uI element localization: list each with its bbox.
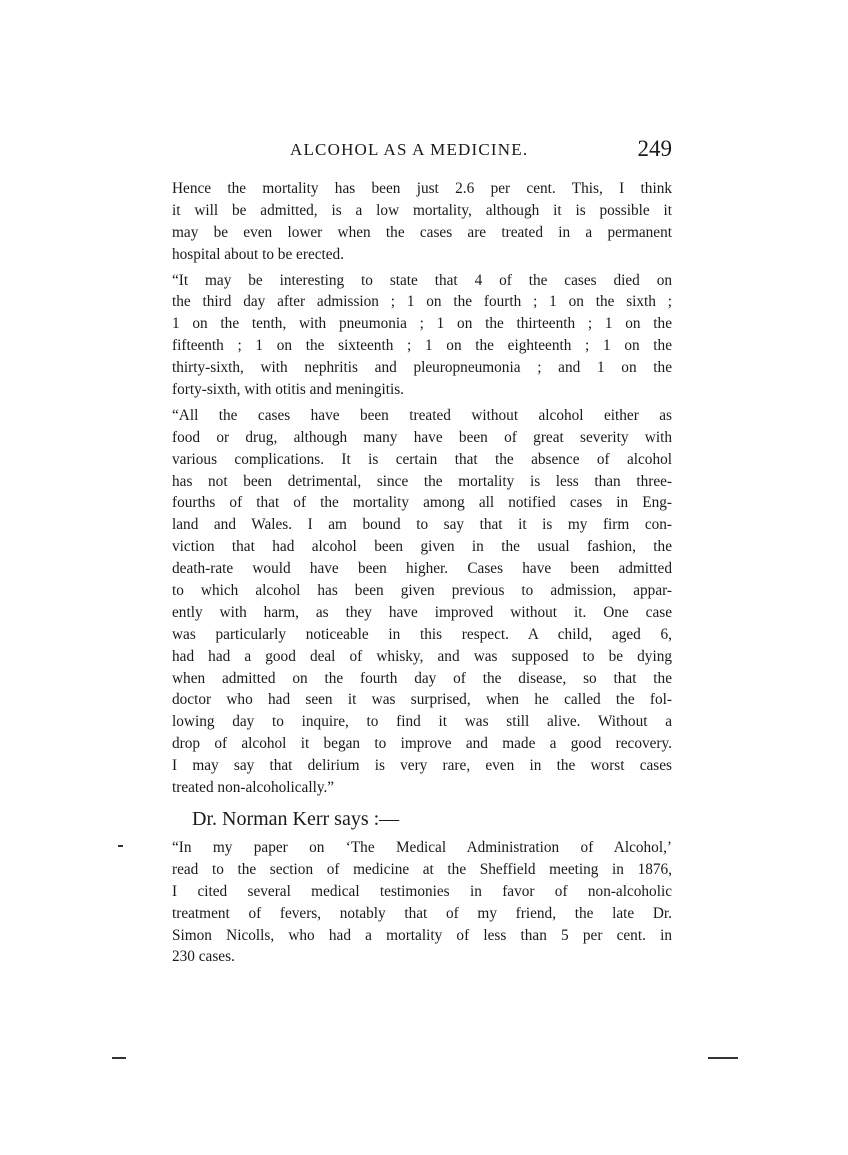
text-line: it will be admitted, is a low mortality, although it is possible it <box>172 201 672 219</box>
text-line: ently with harm, as they have improved without it. One case <box>172 603 672 621</box>
text-line: food or drug, although many have been of great severity with <box>172 428 672 446</box>
text-line: lowing day to inquire, to find it was still alive. Without a <box>172 713 672 731</box>
text-line: has not been detrimental, since the mortality is less than three- <box>172 472 672 490</box>
text-line: I may say that delirium is very rare, even in the worst cases <box>172 757 672 775</box>
text-line: the third day after admission ; 1 on the fourth ; 1 on the sixth ; <box>172 293 672 311</box>
text-line: fourths of that of the mortality among all notified cases in Eng- <box>172 494 672 512</box>
paragraph-deaths <box>172 270 672 401</box>
paragraph-mortality <box>172 178 672 266</box>
text-line: read to the section of medicine at the Sheffield meeting in 1876, <box>172 860 672 878</box>
text-line: treated non-alcoholically.” <box>172 779 335 797</box>
text-line: I cited several medical testimonies in favor of non-alcoholic <box>172 882 672 900</box>
text-line: when admitted on the fourth day of the disease, so that the <box>172 669 672 687</box>
text-line: drop of alcohol it began to improve and made a good recovery. <box>172 735 672 753</box>
section-heading: Dr. Norman Kerr says :— <box>192 807 400 830</box>
text-line: hospital about to be erected. <box>172 245 345 263</box>
page-number: 249 <box>637 136 672 161</box>
margin-mark <box>118 845 123 847</box>
text-line: various complications. It is certain that the absence of alcohol <box>172 450 672 468</box>
body-text <box>172 178 672 972</box>
text-line: thirty-sixth, with nephritis and pleuropneumonia ; and 1 on the <box>172 359 672 377</box>
text-line: treatment of fevers, notably that of my friend, the late Dr. <box>172 904 672 922</box>
text-line: to which alcohol has been given previous to admission, appar- <box>172 582 672 600</box>
margin-mark <box>708 1057 738 1059</box>
text-line: land and Wales. I am bound to say that it is my firm con- <box>172 516 672 534</box>
running-head <box>172 138 672 168</box>
text-line: “It may be interesting to state that 4 of the cases died on <box>172 271 672 289</box>
text-line: had had a good deal of whisky, and was supposed to be dying <box>172 647 672 665</box>
paragraph-kerr-quote <box>172 837 672 968</box>
text-line: forty-sixth, with otitis and meningitis. <box>172 381 404 399</box>
text-line: may be even lower when the cases are treated in a permanent <box>172 223 672 241</box>
text-line: viction that had alcohol been given in the usual fashion, the <box>172 538 672 556</box>
text-line: fifteenth ; 1 on the sixteenth ; 1 on the eighteenth ; 1 on the <box>172 337 672 355</box>
running-title: ALCOHOL AS A MEDICINE. <box>290 140 529 159</box>
text-line: doctor who had seen it was surprised, when he called the fol- <box>172 691 672 709</box>
text-line: death-rate would have been higher. Cases have been admitted <box>172 560 672 578</box>
margin-mark <box>112 1057 126 1059</box>
text-line: 230 cases. <box>172 948 235 966</box>
text-line: “All the cases have been treated without alcohol either as <box>172 406 672 424</box>
text-line: Simon Nicolls, who had a mortality of less than 5 per cent. in <box>172 926 672 944</box>
text-line: 1 on the tenth, with pneumonia ; 1 on the thirteenth ; 1 on the <box>172 315 672 333</box>
paragraph-without-alcohol <box>172 405 672 799</box>
text-line: “In my paper on ‘The Medical Administration of Alcohol,’ <box>172 838 672 856</box>
text-line: Hence the mortality has been just 2.6 per cent. This, I think <box>172 180 672 197</box>
text-line: was particularly noticeable in this respect. A child, aged 6, <box>172 625 672 643</box>
